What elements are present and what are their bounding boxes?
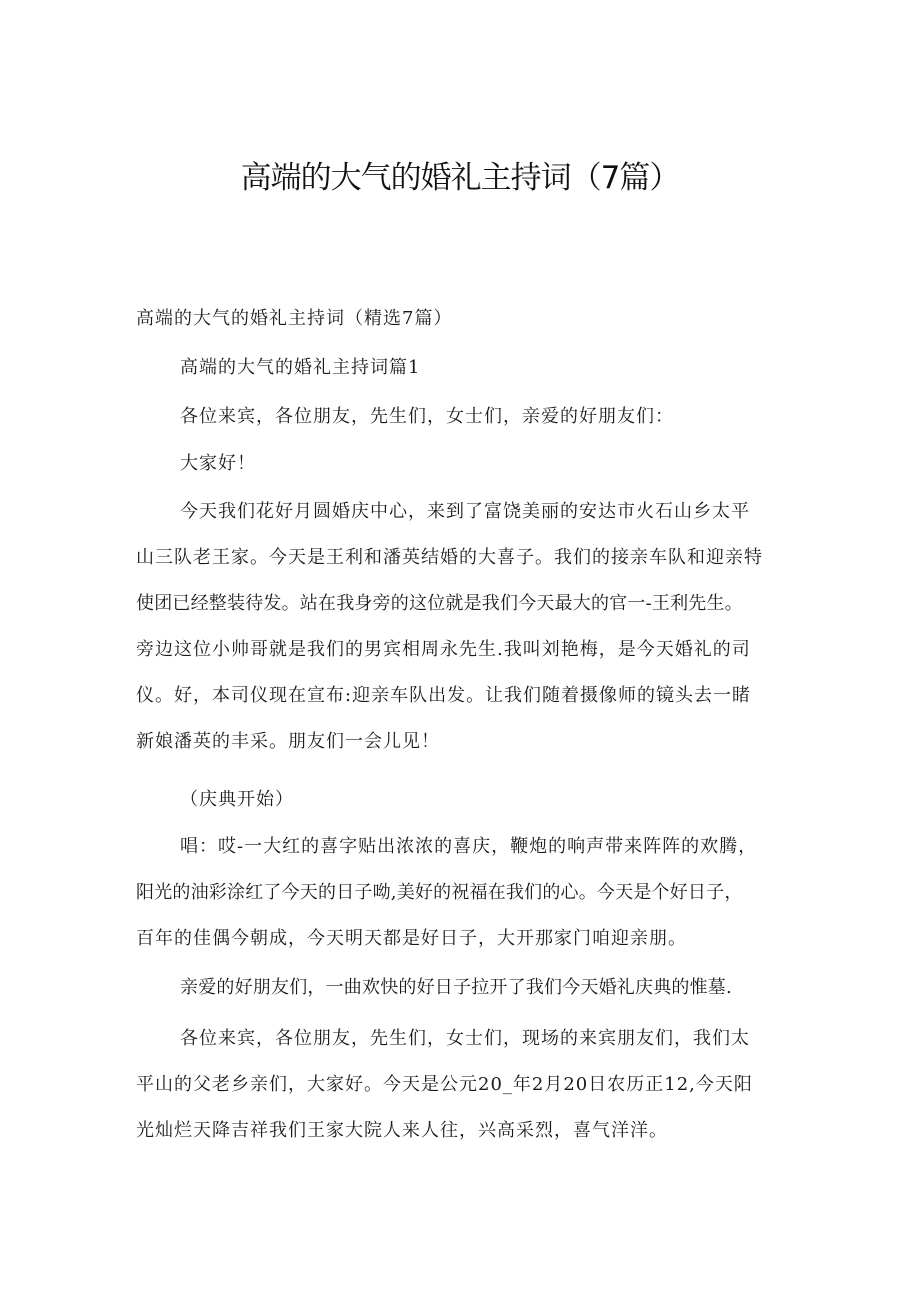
paragraph-song: [136, 824, 796, 962]
paragraph-intro: [136, 489, 796, 765]
paragraph-friends: [136, 965, 796, 1011]
document-title: 高端的大气的婚礼主持词（7篇）: [240, 160, 680, 196]
paragraph-line: 亲爱的好朋友们，一曲欢快的好日子拉开了我们今天婚礼庆典的惟墓.: [180, 977, 732, 998]
paragraph-line: 平山的父老乡亲们，大家好。今天是公元20_年2月20日农历正12,今天阳: [136, 1074, 753, 1095]
paragraph-line: （庆典开始）: [180, 789, 294, 810]
paragraph-ceremony-start: [136, 777, 796, 823]
paragraph-line: 使团已经整装待发。站在我身旁的这位就是我们今天最大的官一-王利先生。: [136, 593, 743, 614]
paragraph-line: 今天我们花好月圆婚庆中心，来到了富饶美丽的安达市火石山乡太平: [180, 501, 750, 522]
section-heading: 高端的大气的婚礼主持词篇1: [180, 357, 421, 378]
paragraph-line: 新娘潘英的丰采。朋友们一会儿见！: [136, 731, 440, 752]
paragraph-line: 各位来宾，各位朋友，先生们，女士们，亲爱的好朋友们：: [180, 406, 674, 427]
paragraph-line: 旁边这位小帅哥就是我们的男宾相周永先生.我叫刘艳梅，是今天婚礼的司: [136, 639, 751, 660]
paragraph-line: 百年的佳偶今朝成，今天明天都是好日子，大开那家门咱迎亲朋。: [136, 928, 687, 949]
paragraph-hello: [136, 441, 796, 487]
document-subtitle: 高端的大气的婚礼主持词（精选7篇）: [136, 308, 453, 329]
paragraph-line: 光灿烂天降吉祥我们王家大院人来人往，兴高采烈，喜气洋洋。: [136, 1120, 668, 1141]
paragraph-welcome: [136, 1016, 796, 1154]
paragraph-line: 大家好！: [180, 453, 256, 474]
paragraph-greeting: [136, 394, 796, 440]
paragraph-line: 唱：哎-一大红的喜字贴出浓浓的喜庆，鞭炮的响声带来阵阵的欢腾，: [180, 836, 758, 857]
paragraph-line: 阳光的油彩涂红了今天的日子呦,美好的祝福在我们的心。今天是个好日子，: [136, 882, 743, 903]
paragraph-line: 各位来宾，各位朋友，先生们，女士们，现场的来宾朋友们，我们太: [180, 1028, 750, 1049]
paragraph-line: 仪。好，本司仪现在宣布:迎亲车队出发。让我们随着摄像师的镜头去一睹: [136, 685, 752, 706]
paragraph-line: 山三队老王家。今天是王利和潘英结婚的大喜子。我们的接亲车队和迎亲特: [136, 547, 763, 568]
